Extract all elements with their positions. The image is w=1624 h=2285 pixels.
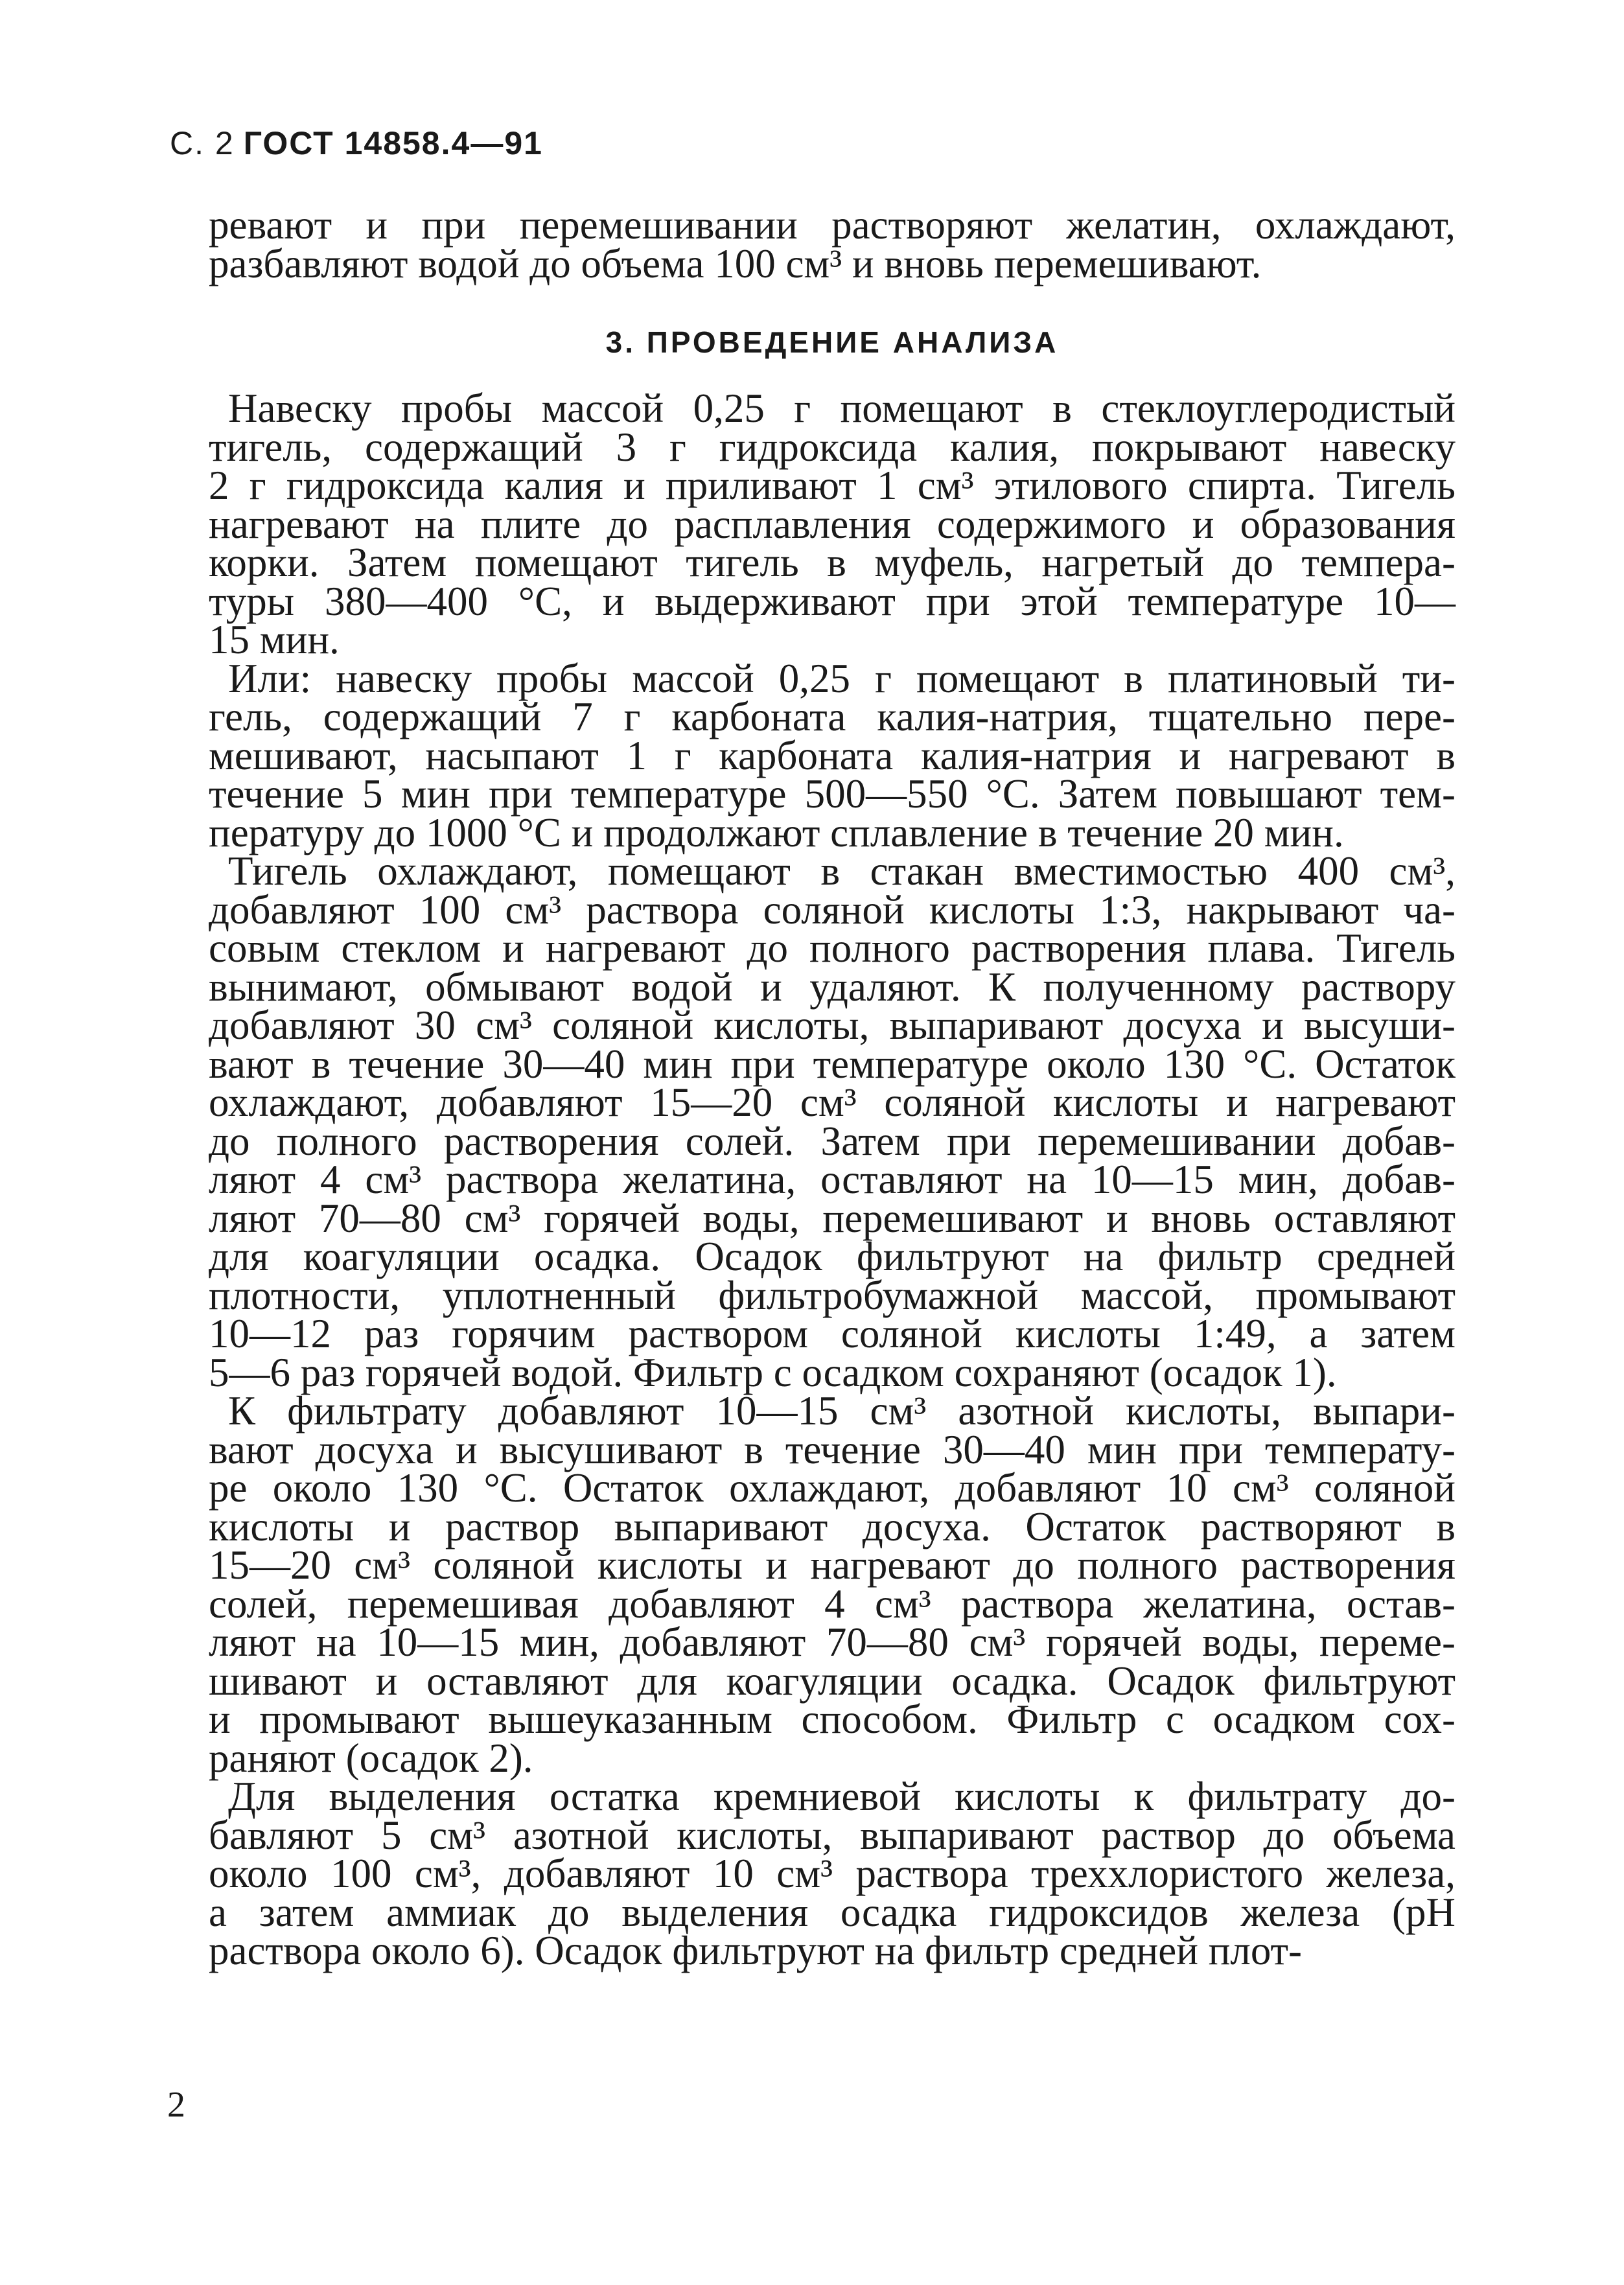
text-line: и промывают вышеуказанным способом. Фильтр с осадком сох- <box>209 1697 1456 1742</box>
text-line: ре около 130 °С. Остаток охлаждают, добавляют 10 см³ соляной <box>209 1465 1456 1511</box>
text-line: шивают и оставляют для коагуляции осадка. Осадок фильтруют <box>209 1658 1456 1704</box>
text-line: охлаждают, добавляют 15—20 см³ соляной кислоты и нагревают <box>209 1080 1456 1125</box>
text-line: 10—12 раз горячим раствором соляной кислоты 1:49, а затем <box>209 1311 1456 1356</box>
page-number: 2 <box>167 2085 185 2125</box>
section-title: 3. ПРОВЕДЕНИЕ АНАЛИЗА <box>605 325 1059 359</box>
document-id: ГОСТ 14858.4—91 <box>243 125 543 161</box>
paragraph <box>209 386 1456 662</box>
text-line: совым стеклом и нагревают до полного растворения плава. Тигель <box>209 925 1456 971</box>
paragraph <box>209 1388 1456 1781</box>
text-line: 2 г гидроксида калия и приливают 1 см³ этилового спирта. Тигель <box>209 463 1456 508</box>
text-line: тигель, содержащий 3 г гидроксида калия, покрывают навеску <box>209 424 1456 470</box>
text-line: разбавляют водой до объема 100 см³ и вновь перемешивают. <box>209 240 1262 286</box>
text-line: добавляют 30 см³ соляной кислоты, выпаривают досуха и высуши- <box>209 1003 1456 1048</box>
text-line: Навеску пробы массой 0,25 г помещают в стеклоуглеродистый <box>228 386 1456 431</box>
text-line: ляют 4 см³ раствора желатина, оставляют на 10—15 мин, добав- <box>209 1157 1456 1202</box>
text-line: ляют на 10—15 мин, добавляют 70—80 см³ горячей воды, переме- <box>209 1619 1456 1665</box>
text-line: кислоты и раствор выпаривают досуха. Остаток растворяют в <box>209 1503 1456 1549</box>
text-line: бавляют 5 см³ азотной кислоты, выпаривают раствор до объема <box>209 1812 1456 1858</box>
text-line: а затем аммиак до выделения осадка гидроксидов железа (pH <box>209 1889 1456 1935</box>
text-line: гель, содержащий 7 г карбоната калия-натрия, тщательно пере- <box>209 694 1456 739</box>
paragraph <box>209 1774 1456 1973</box>
text-line: мешивают, насыпают 1 г карбоната калия-натрия и нагревают в <box>209 732 1456 778</box>
text-line: добавляют 100 см³ раствора соляной кислоты 1:3, накрывают ча- <box>209 887 1456 933</box>
text-line: 15—20 см³ соляной кислоты и нагревают до полного растворения <box>209 1542 1456 1588</box>
text-line: Или: навеску пробы массой 0,25 г помещают в платиновый ти- <box>228 655 1456 701</box>
text-line: пературу до 1000 °С и продолжают сплавление в течение 20 мин. <box>209 809 1344 855</box>
text-line: плотности, уплотненный фильтробумажной массой, промывают <box>209 1272 1456 1318</box>
text-line: вынимают, обмывают водой и удаляют. К полученному раствору <box>209 964 1456 1010</box>
text-line: 5—6 раз горячей водой. Фильтр с осадком сохраняют (осадок 1). <box>209 1349 1337 1395</box>
paragraph <box>209 655 1456 855</box>
text-line: вают досуха и высушивают в течение 30—40 мин при температу- <box>209 1426 1456 1472</box>
text-line: солей, перемешивая добавляют 4 см³ раствора желатина, остав- <box>209 1581 1456 1627</box>
text-line: раствора около 6). Осадок фильтруют на фильтр средней плот- <box>209 1928 1303 1973</box>
text-line: туры 380—400 °С, и выдерживают при этой температуре 10— <box>209 578 1456 624</box>
text-line: течение 5 мин при температуре 500—550 °С. Затем повышают тем- <box>209 771 1456 817</box>
text-line: ляют 70—80 см³ горячей воды, перемешивают и вновь оставляют <box>209 1195 1456 1241</box>
text-line: раняют (осадок 2). <box>209 1735 533 1781</box>
paragraphs-container <box>209 386 1456 1973</box>
text-line: ревают и при перемешивании растворяют желатин, охлаждают, <box>209 202 1456 248</box>
text-line: для коагуляции осадка. Осадок фильтруют на фильтр средней <box>209 1234 1456 1279</box>
text-line: до полного растворения солей. Затем при перемешивании добав- <box>209 1118 1456 1164</box>
text-line: нагревают на плите до расплавления содержимого и образования <box>209 501 1456 547</box>
paragraph <box>209 848 1456 1395</box>
text-line: 15 мин. <box>209 617 340 662</box>
text-line: корки. Затем помещают тигель в муфель, нагретый до темпера- <box>209 540 1456 585</box>
page-prefix: С. 2 <box>170 125 235 161</box>
text-line: около 100 см³, добавляют 10 см³ раствора треххлористого железа, <box>209 1851 1456 1896</box>
text-line: вают в течение 30—40 мин при температуре около 130 °С. Остаток <box>209 1041 1456 1087</box>
text-line: К фильтрату добавляют 10—15 см³ азотной кислоты, выпари- <box>228 1388 1456 1433</box>
text-line: Тигель охлаждают, помещают в стакан вместимостью 400 см³, <box>228 848 1456 894</box>
page-header <box>170 124 543 162</box>
text-line: Для выделения остатка кремниевой кислоты к фильтрату до- <box>228 1774 1456 1819</box>
document-body <box>209 202 1456 1973</box>
intro-paragraph <box>209 202 1456 286</box>
